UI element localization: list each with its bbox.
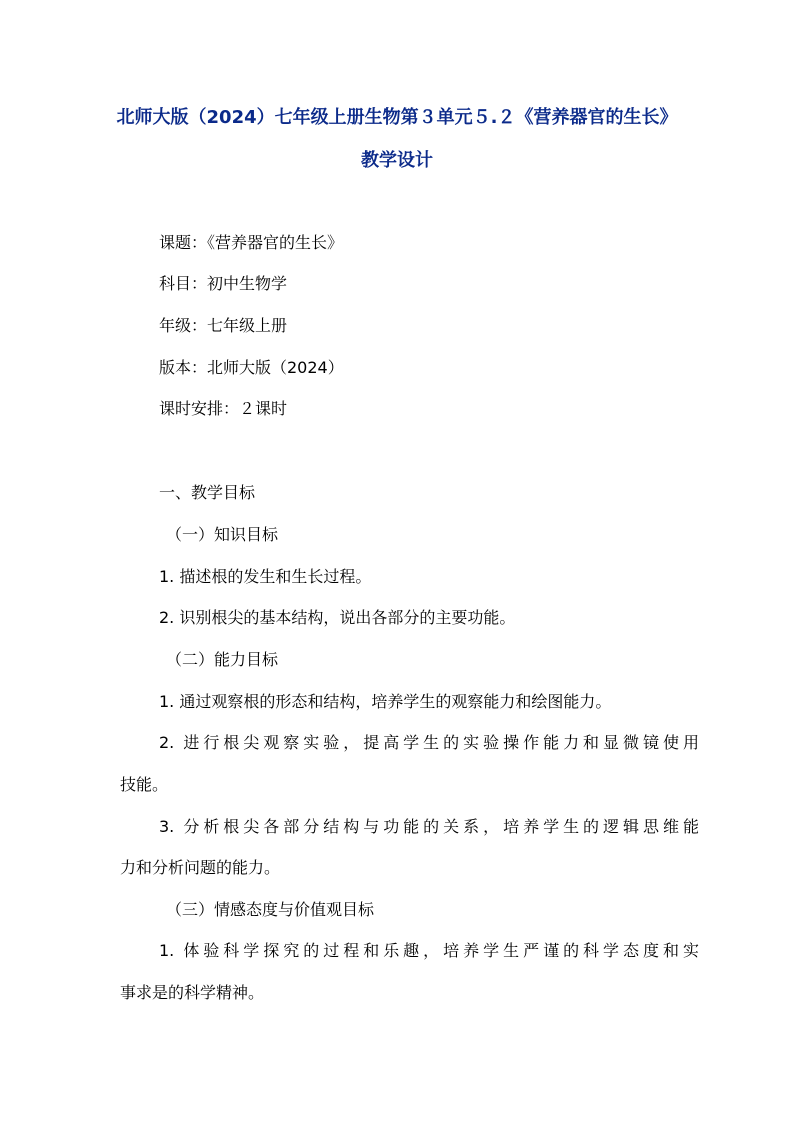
- list-item-continuation: 力和分析问题的能力。: [120, 858, 281, 877]
- list-item: 1. 描述根的发生和生长过程。: [159, 567, 372, 586]
- list-item: 2. 识别根尖的基本结构，说出各部分的主要功能。: [159, 608, 516, 627]
- subsection-heading-ability: （二）能力目标: [166, 650, 279, 669]
- subsection-heading-knowledge: （一）知识目标: [166, 525, 279, 544]
- info-schedule: 课时安排：２课时: [159, 399, 288, 418]
- list-item: 1. 体验科学探究的过程和乐趣，培养学生严谨的科学态度和实: [159, 941, 699, 960]
- list-item-continuation: 技能。: [120, 775, 169, 794]
- info-edition: 版本：北师大版（2024）: [159, 358, 344, 377]
- document-title-line-1: 北师大版（2024）七年级上册生物第３单元５.２《营养器官的生长》: [116, 107, 678, 128]
- subsection-heading-emotion: （三）情感态度与价值观目标: [166, 900, 375, 919]
- list-item: 2. 进行根尖观察实验，提高学生的实验操作能力和显微镜使用: [159, 733, 699, 752]
- info-subject: 科目：初中生物学: [159, 274, 288, 293]
- info-topic: 课题：《营养器官的生长》: [159, 233, 344, 252]
- list-item: 1. 通过观察根的形态和结构，培养学生的观察能力和绘图能力。: [159, 692, 612, 711]
- document-title-line-2: 教学设计: [361, 150, 433, 171]
- list-item: 3. 分析根尖各部分结构与功能的关系，培养学生的逻辑思维能: [159, 817, 699, 836]
- list-item-continuation: 事求是的科学精神。: [120, 983, 265, 1002]
- section-heading: 一、教学目标: [159, 483, 256, 502]
- info-grade: 年级：七年级上册: [159, 316, 288, 335]
